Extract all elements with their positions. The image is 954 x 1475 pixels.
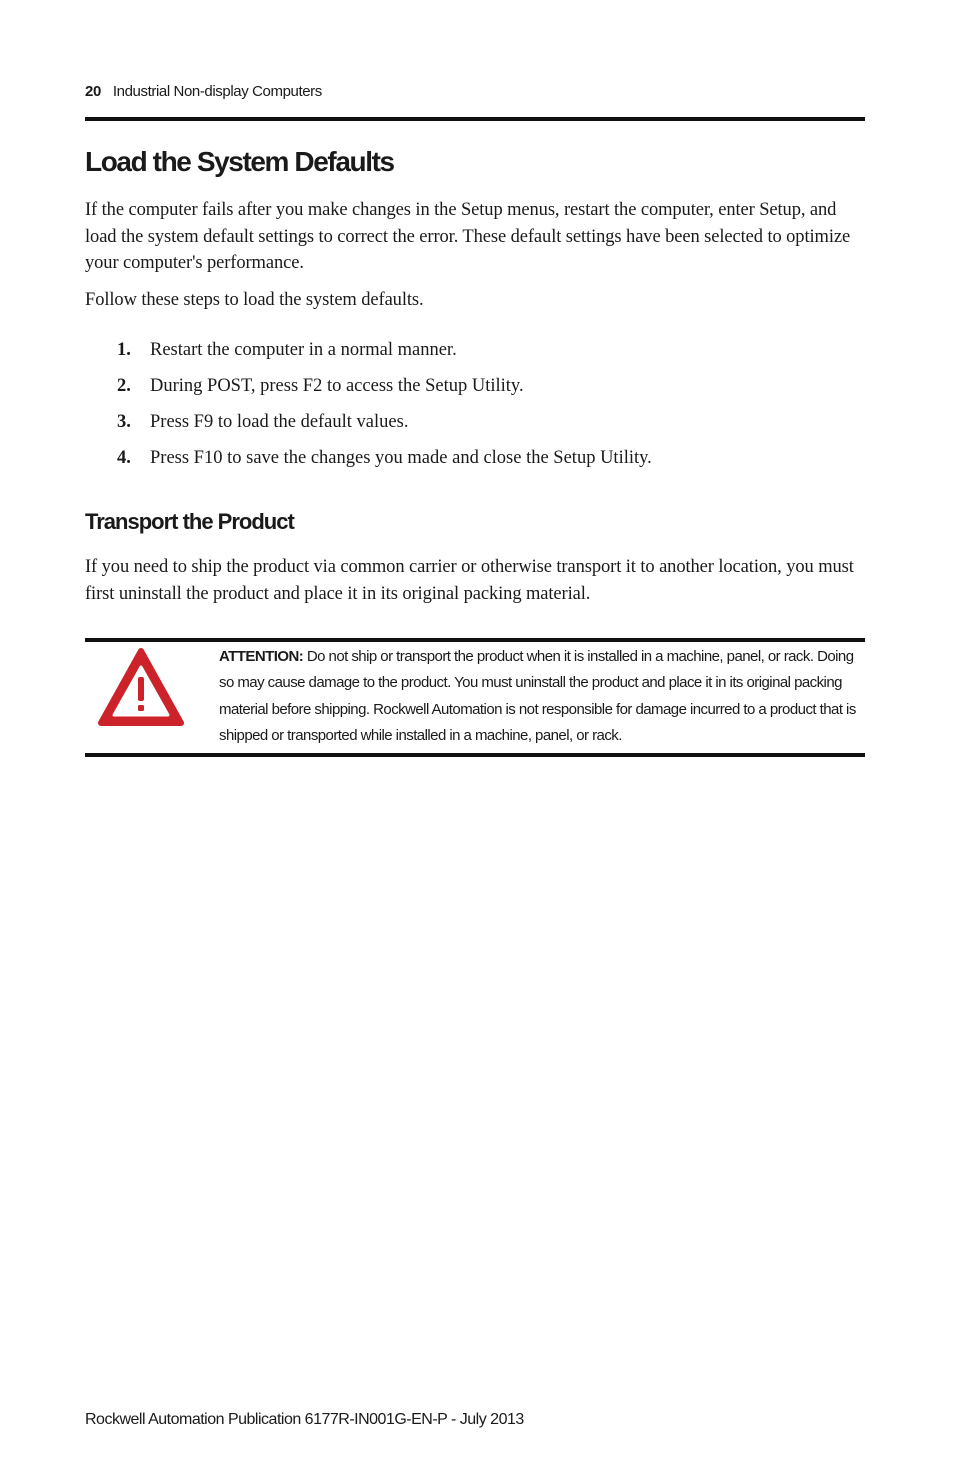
section-title-transport: Transport the Product <box>85 509 294 534</box>
running-header <box>85 83 322 100</box>
step-item-3 <box>117 412 408 433</box>
running-title: Industrial Non-display Computers <box>112 83 322 100</box>
page-number: 20 <box>85 83 101 100</box>
step-item-2 <box>117 376 524 397</box>
attention-text <box>219 644 869 749</box>
step-number: 4. <box>117 448 131 468</box>
step-text: During POST, press F2 to access the Setup Utility. <box>150 376 524 396</box>
warning-triangle-icon <box>98 647 184 727</box>
step-number: 3. <box>117 412 131 432</box>
step-number: 2. <box>117 376 131 396</box>
attention-body: Do not ship or transport the product when it is installed in a machine, panel, or rack. Doing so may cause damage to the product. You must uninstall the product and place it in its original packing material before shipping. Rockwell Automation is not responsible for damage incurred to a product that is shipped or transported while installed in a machine, panel, or rack. <box>219 648 856 744</box>
intro-paragraph: If the computer fails after you make changes in the Setup menus, restart the computer, enter Setup, and load the system default settings to correct the error. These default settings have been selected to optimize your computer's performance. <box>85 200 851 273</box>
step-text: Press F10 to save the changes you made and close the Setup Utility. <box>150 448 652 468</box>
lead-in-paragraph: Follow these steps to load the system defaults. <box>85 290 424 310</box>
step-item-1 <box>117 340 457 361</box>
step-item-4 <box>117 448 652 469</box>
transport-paragraph: If you need to ship the product via common carrier or otherwise transport it to another location, you must first uninstall the product and place it in its original packing material. <box>85 557 854 604</box>
header-rule <box>85 117 865 121</box>
step-text: Press F9 to load the default values. <box>150 412 409 432</box>
publication-footer: Rockwell Automation Publication 6177R-IN001G-EN-P - July 2013 <box>85 1411 524 1428</box>
attention-bottom-rule <box>85 753 865 757</box>
attention-top-rule <box>85 638 865 642</box>
step-text: Restart the computer in a normal manner. <box>150 340 457 360</box>
step-number: 1. <box>117 340 131 360</box>
section-title-load-defaults: Load the System Defaults <box>85 146 394 177</box>
attention-label: ATTENTION: <box>219 648 304 665</box>
